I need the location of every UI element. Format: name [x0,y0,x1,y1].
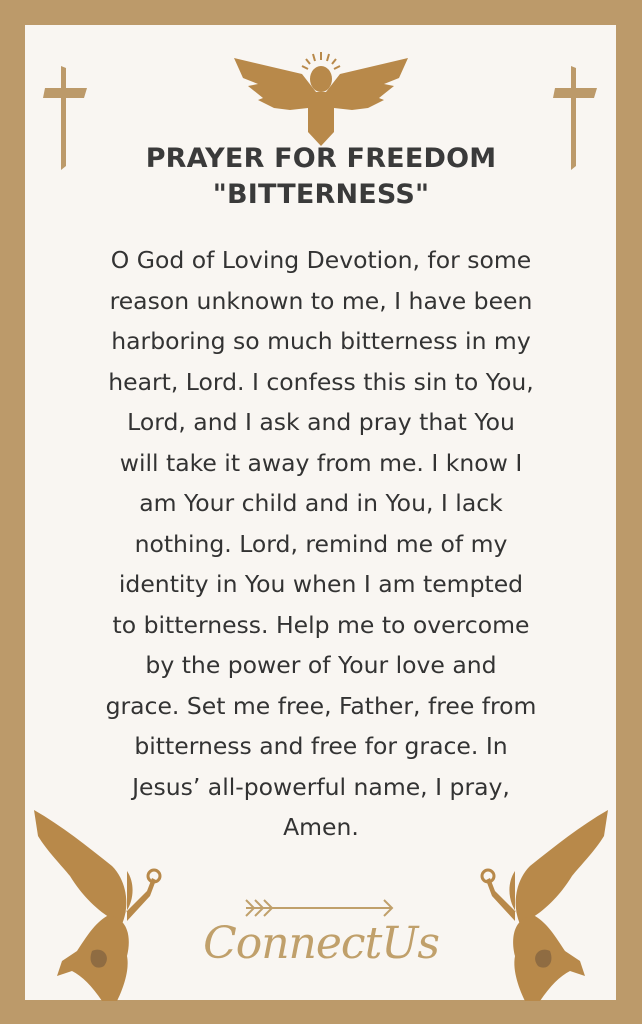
prayer-line: reason unknown to me, I have been [109,286,533,315]
prayer-title: PRAYER FOR FREEDOM [145,143,497,174]
angel-icon [32,806,167,1006]
prayer-line: Amen. [283,813,359,841]
prayer-line: O God of Loving Devotion, for some [110,246,532,274]
prayer-line: Lord, and I ask and pray that You [127,408,515,436]
connectus-logo: ConnectUs [203,918,439,969]
prayer-line: Jesus’ all-powerful name, I pray, [132,772,510,801]
arrow-icon [244,896,396,920]
prayer-subtitle: "BITTERNESS" [212,179,430,210]
prayer-line: will take it away from me. I know I [119,448,523,477]
prayer-line: am Your child and in You, I lack [139,489,503,517]
angel-icon [475,806,610,1006]
prayer-line: nothing. Lord, remind me of my [134,529,508,558]
prayer-line: bitterness and free for grace. In [134,732,508,760]
prayer-line: harboring so much bitterness in my [111,327,531,355]
prayer-line: identity in You when I am tempted [118,570,524,598]
prayer-text [0,240,642,848]
prayer-line: by the power of Your love and [145,651,497,679]
prayer-line: heart, Lord. I confess this sin to You, [108,367,534,396]
winged-sun-emblem-icon [234,52,408,146]
prayer-line: grace. Set me free, Father, free from [105,691,537,720]
prayer-line: to bitterness. Help me to overcome [112,610,530,639]
